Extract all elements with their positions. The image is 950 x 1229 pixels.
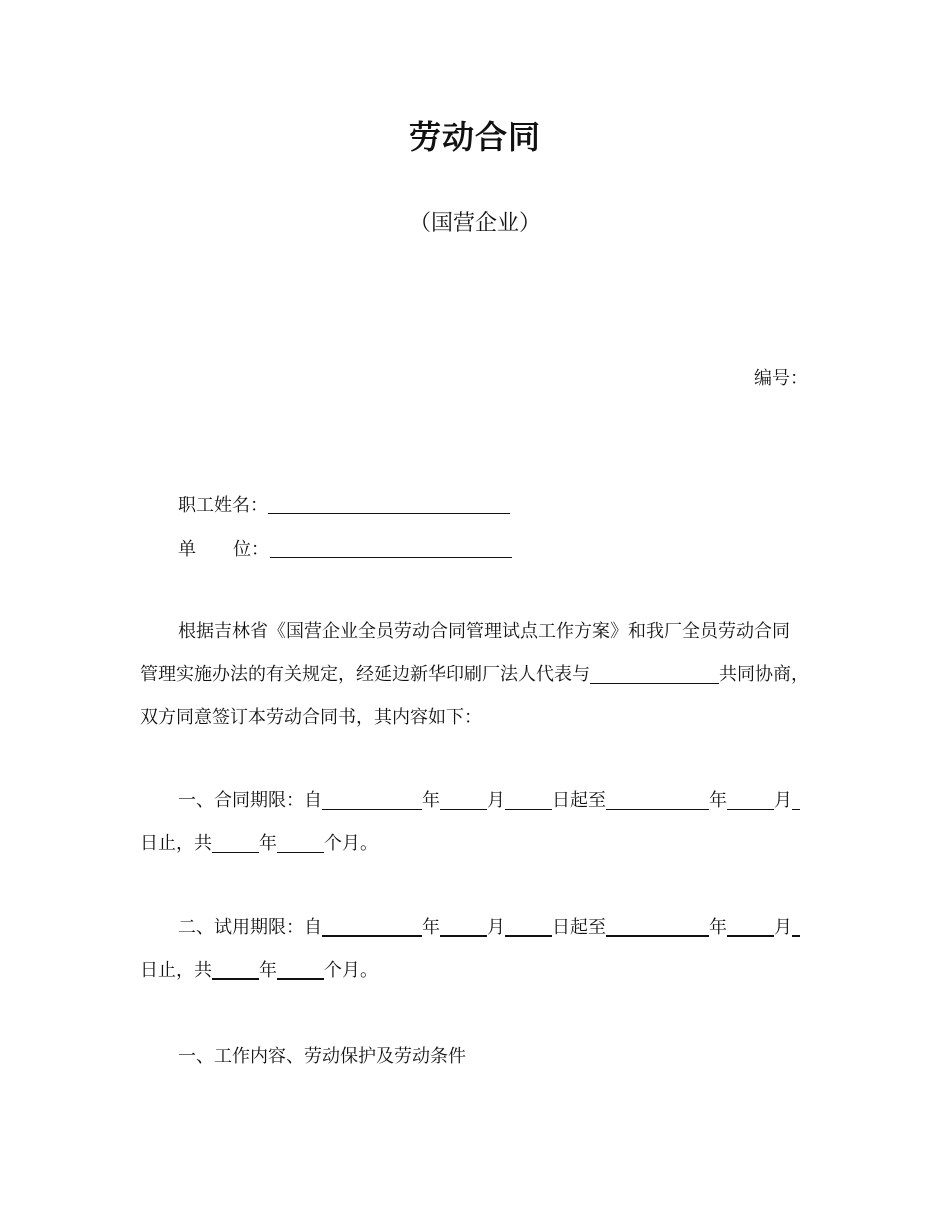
month-label: 月 (774, 790, 792, 811)
intro-line-2 (140, 653, 820, 696)
years-label: 年 (259, 960, 277, 981)
section-heading: 一、工作内容、劳动保护及劳动条件 (178, 1046, 466, 1067)
employee-name-blank[interactable] (268, 495, 510, 514)
probation-total-months-blank[interactable] (277, 960, 324, 980)
month-label: 月 (487, 790, 505, 811)
probation-start-day-blank[interactable] (505, 917, 552, 937)
contract-start-month-blank[interactable] (440, 791, 487, 810)
document-title: 劳动合同 (408, 118, 541, 156)
representative-blank[interactable] (590, 665, 719, 684)
month-label: 月 (774, 917, 792, 938)
contract-total-years-blank[interactable] (212, 834, 259, 853)
probation-total-years-blank[interactable] (212, 960, 259, 980)
probation-period-label: 二、试用期限：自 (178, 917, 322, 938)
day-from-label: 日起至 (552, 790, 606, 811)
contract-period-line-2 (140, 822, 820, 865)
contract-period-paragraph (140, 779, 820, 865)
contract-start-year-blank[interactable] (322, 791, 422, 810)
contract-period-line-1 (140, 779, 820, 822)
day-to-label: 日止，共 (140, 833, 212, 854)
day-from-label: 日起至 (552, 917, 606, 938)
day-to-label: 日止，共 (140, 960, 212, 981)
contract-end-year-blank[interactable] (606, 791, 709, 810)
contract-number-label: 编号： (754, 368, 808, 389)
months-label: 个月。 (324, 833, 378, 854)
unit-field (178, 535, 512, 561)
intro-paragraph (140, 610, 820, 739)
employee-name-field (178, 491, 510, 517)
contract-end-day-blank[interactable] (792, 791, 800, 810)
contract-end-month-blank[interactable] (727, 791, 774, 810)
probation-end-year-blank[interactable] (606, 917, 709, 937)
probation-period-line-1 (140, 906, 820, 949)
probation-end-month-blank[interactable] (727, 917, 774, 937)
unit-label-part2: 位： (233, 539, 269, 560)
intro-line-1: 根据吉林省《国营企业全员劳动合同管理试点工作方案》和我厂全员劳动合同 (178, 621, 790, 642)
month-label: 月 (487, 917, 505, 938)
months-label: 个月。 (324, 960, 378, 981)
years-label: 年 (259, 833, 277, 854)
year-label: 年 (709, 790, 727, 811)
year-label: 年 (709, 917, 727, 938)
unit-label (178, 535, 270, 561)
probation-period-line-2 (140, 949, 820, 992)
year-label: 年 (422, 917, 440, 938)
probation-period-paragraph (140, 906, 820, 992)
intro-line-2a: 管理实施办法的有关规定，经延边新华印刷厂法人代表与 (140, 664, 590, 685)
intro-line-3: 双方同意签订本劳动合同书，其内容如下： (140, 707, 482, 728)
probation-start-year-blank[interactable] (322, 917, 422, 937)
contract-period-label: 一、合同期限：自 (178, 790, 322, 811)
unit-label-part1: 单 (178, 539, 196, 560)
unit-blank[interactable] (270, 539, 512, 558)
probation-start-month-blank[interactable] (440, 917, 487, 937)
document-subtitle: （国营企业） (408, 211, 541, 236)
contract-total-months-blank[interactable] (277, 834, 324, 853)
year-label: 年 (422, 790, 440, 811)
probation-end-day-blank[interactable] (792, 917, 800, 937)
employee-name-label: 职工姓名： (178, 495, 268, 516)
contract-start-day-blank[interactable] (505, 791, 552, 810)
intro-line-2b: 共同协商， (719, 664, 809, 685)
